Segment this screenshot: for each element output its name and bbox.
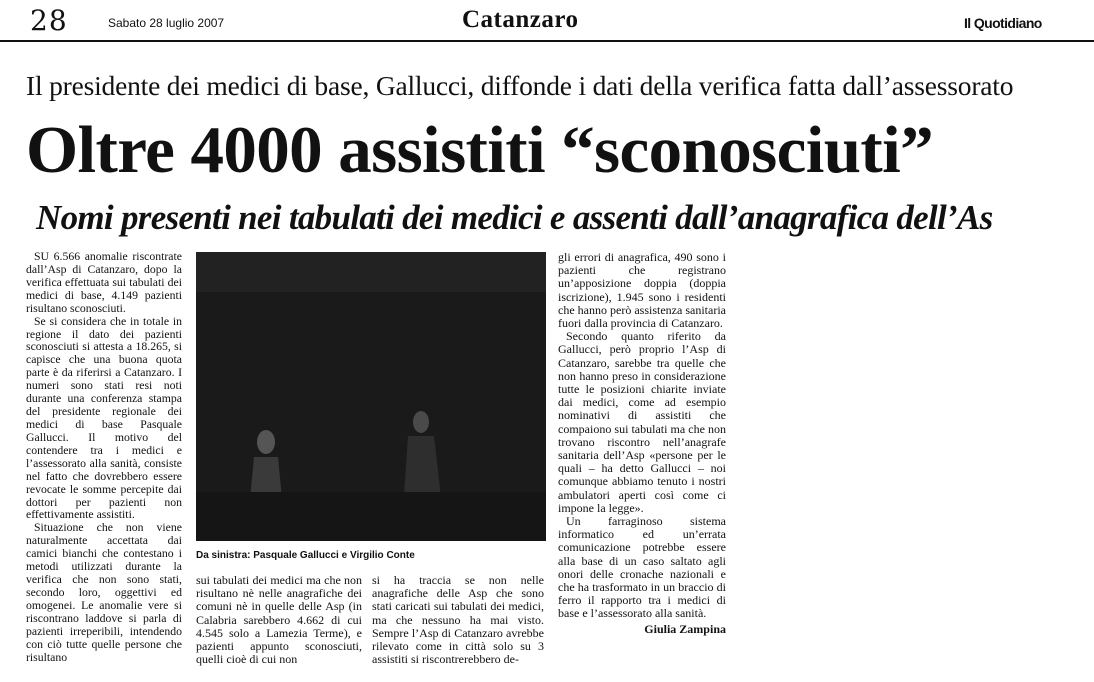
article-column-4 (558, 251, 726, 679)
photo-caption: Da sinistra: Pasquale Gallucci e Virgilio Conte (196, 550, 415, 561)
paragraph: Se si considera che in totale in regione il dato dei pazienti sconosciuti si attesta a 18.265, si capisce che una buona quota parte è da riferirsi a Catanzaro. I numeri sono stati resi noti durante una conferenza stampa del presidente regionale dei medici di base Pasquale Gallucci. Il motivo del contendere tra i medici e l’assessorato alla sanità, consiste nel fatto che dovrebbero essere revocate le somme percepite dai dottori per pazienti non effettivamente assistiti. (26, 314, 182, 522)
article-subtitle: Nomi presenti nei tabulati dei medici e assenti dall’anagrafica dell’As (36, 198, 993, 237)
newspaper-masthead: Il Quotidiano (964, 15, 1042, 31)
article-column-1 (26, 251, 182, 681)
paragraph: Secondo quanto riferito da Gallucci, però proprio l’Asp di Catanzaro, sarebbe tra quelle che non hanno preso in considerazione tutte le posizioni chiarite inviate dai medici, come ad esempio nominativi di assistiti che compaiono sui tabulati ma che non trovano riscontro nell’anagrafe sanitaria dell’Asp «persone per le quali – ha detto Gallucci – noi comunque abbiamo tenuto i nostri ambulatori aperti così come ci impone la legge». (558, 329, 726, 515)
article-column-2 (196, 574, 362, 678)
page-number: 28 (30, 4, 68, 37)
article-kicker: Il presidente dei medici di base, Gallucci, diffonde i dati della verifica fatta dall’assessorato (26, 70, 1014, 101)
author-signature: Giulia Zampina (644, 621, 726, 636)
photo-image (196, 252, 546, 541)
page-header (0, 0, 1094, 40)
paragraph: sui tabulati dei medici ma che non risultano nè nelle anagrafiche dei comuni nè in quelle delle Asp (in Calabria sarebbero 4.662 di cui 4.545 solo a Lamezia Terme), e pazienti appunto sconosciuti, quelli cioè di cui non (196, 573, 362, 667)
section-name: Catanzaro (462, 6, 579, 33)
article-photo (196, 252, 546, 541)
paragraph: si ha traccia se non nelle anagrafiche delle Asp che sono stati caricati sui tabulati dei medici, ma che nessuno ha mai visto. Sempre l’Asp di Catanzaro avrebbe rilevato come in città solo su 3 assistiti si riscontrerebbero de- (372, 573, 544, 667)
article-column-3 (372, 574, 544, 678)
header-rule (0, 40, 1094, 42)
paragraph: gli errori di anagrafica, 490 sono i pazienti che registrano un’apposizione doppia (doppia iscrizione), 1.945 sono i residenti che hanno però assistenza sanitaria fuori dalla provincia di Catanzaro. (558, 250, 726, 331)
issue-date: Sabato 28 luglio 2007 (108, 16, 225, 30)
paragraph: Un farraginoso sistema informatico ed un’errata comunicazione potrebbe essere alla base di un caso saltato agli onori delle cronache nazionali e che ha trasformato in un braccio di ferro il rapporto tra i medici di base e l’assessorato alla sanità. (558, 514, 726, 621)
paragraph: Situazione che non viene naturalmente accettata dai camici bianchi che contestano i metodi utilizzati durante la verifica che non sono stati, secondo loro, oggettivi ed omogenei. Le anomalie vere si riscontrano laddove si parla di pazienti irreperibili, intendendo con ciò tutte quelle persone che risultano (26, 521, 182, 664)
paragraph: SU 6.566 anomalie riscontrate dall’Asp di Catanzaro, dopo la verifica effettuata sui tabulati dei medici di base, 4.149 pazienti risultano sconosciuti. (26, 250, 182, 315)
article-title: Oltre 4000 assistiti “sconosciuti” (26, 113, 934, 187)
